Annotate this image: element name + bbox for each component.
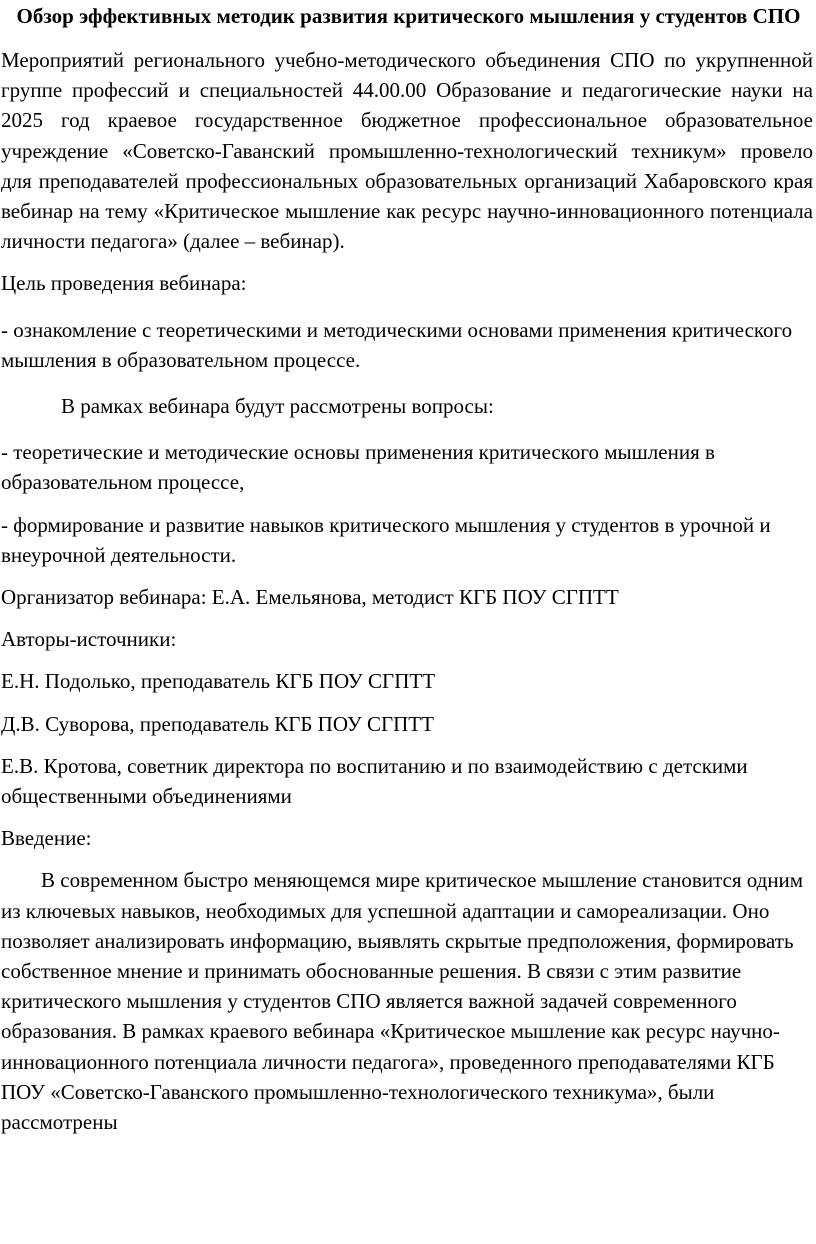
question-item-1: - теоретические и методические основы применения критического мышления в образовательном процессе, [1,440,715,495]
author-item-3: Е.В. Кротова, советник директора по воспитанию и по взаимодействию с детскими общественными объединениями [1,753,748,809]
question-item-2: - формирование и развитие навыков критического мышления у студентов в урочной и внеурочной деятельности. [1,512,771,567]
document-title: Обзор эффективных методик развития критического мышления у студентов СПО [16,4,801,28]
author-item-1: Е.Н. Подолько, преподаватель КГБ ПОУ СГПТТ [1,669,436,694]
organizer-line: Организатор вебинара: Е.А. Емельянова, методист КГБ ПОУ СГПТТ [1,585,619,610]
intro-paragraph: Мероприятий регионального учебно-методического объединения СПО по укрупненной группе профессий и специальностей 44.00.00 Образование и педагогические науки на 2025 год краевое государственное бюджетное профессиональное образовательное учреждение «Советско-Гаванский промышленно-технологический техникум» провело для преподавателей профессиональных образовательных организаций Хабаровского края вебинар на тему «Критическое мышление как ресурс научно-инновационного потенциала личности педагога» (далее – вебинар). [1,48,813,254]
intro-section-heading: Введение: [1,826,92,851]
goal-heading: Цель проведения вебинара: [1,271,247,296]
intro-section-body: В современном быстро меняющемся мире критическое мышление становится одним из ключевых навыков, необходимых для успешной адаптации и самореализации. Оно позволяет анализировать информацию, выявлять скрытые предположения, формировать собственное мнение и принимать обоснованные решения. В связи с этим развитие критического мышления у студентов СПО является важной задачей современного образования. В рамках краевого вебинара «Критическое мышление как ресурс научно-инновационного потенциала личности педагога», проведенного преподавателями КГБ ПОУ «Советско-Гаванского промышленно-технологического техникума», были рассмотрены [1,868,804,1135]
author-item-2: Д.В. Суворова, преподаватель КГБ ПОУ СГПТТ [1,711,434,736]
goal-item: - ознакомление с теоретическими и методическими основами применения критического мышления в образовательном процессе. [1,317,793,372]
questions-heading: В рамках вебинара будут рассмотрены вопросы: [61,394,494,419]
authors-heading: Авторы-источники: [1,627,177,652]
